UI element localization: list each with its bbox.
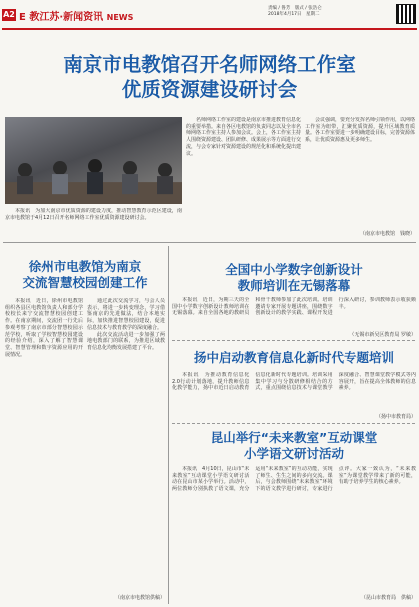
yangzhong-headline: 扬中启动教育信息化新时代专题培训 xyxy=(193,350,394,365)
page-header xyxy=(0,0,419,30)
lead-col-2 xyxy=(186,117,301,237)
yangzhong-body xyxy=(172,372,416,412)
lead-headline xyxy=(0,52,419,102)
column-divider xyxy=(168,246,169,604)
yangzhong-divider xyxy=(172,423,416,424)
lead-caption-text: 本报讯 为加大南京市优质资源的建设力度，推动智慧教育示范区建设，南京市电教馆于4月12日召开名师网络工作室优质资源建设研讨会。 xyxy=(5,208,182,221)
xuzhou-body-1: 本报讯 近日，徐州市电教馆组织各县区电教馆负责人和部分学校校长来宁交流智慧校园创建工作。在南京期间，交流团一行先后参观考察了南京市部分智慧校园示范学校，听取了学校智慧校园建设的经验介绍，深入了解了智慧课堂、智慧管理和数字资源应用的开展情况。 xyxy=(5,298,83,358)
brand-en: NEWS xyxy=(106,13,134,22)
meeting-photo xyxy=(5,117,182,204)
lead-col-2-text: 名师网络工作室的建设是南京市推进教育信息化的重要举措。来自各区电教馆的负责同志以及全市名师网络工作室主持人参加会议。会上，各工作室主持人围绕资源建设、团队研修、成果展示等方面进行交流，与会专家针对资源建设的规范化和系统化提出建议。 xyxy=(186,117,301,157)
kunshan-headline xyxy=(172,430,416,462)
wuxi-headline-line2: 教师培训在无锡落幕 xyxy=(237,278,351,293)
editor-line: 责编 / 鲁芳 版式 / 张浩仑 xyxy=(268,6,322,11)
date-line: 2018年4月17日 星期二 xyxy=(268,12,320,17)
header-rule xyxy=(2,28,417,30)
yangzhong-body-text: 本报讯 为推动教育信息化2.0行动计划落地，提升教师信息化教学能力，扬中市近日启动教育信息化新时代专题培训。培训采用集中学习与分散研修相结合的方式，重点围绕信息技术与课堂教学深度融合、智慧课堂教学模式等内容展开，旨在提高全体教师的信息素养。 xyxy=(172,372,416,392)
issue-meta xyxy=(268,6,398,18)
wuxi-body xyxy=(172,297,416,330)
xuzhou-headline-line1: 徐州市电教馆为南京 xyxy=(28,259,142,274)
lead-col-3 xyxy=(305,117,415,229)
page-number: A2 xyxy=(3,10,15,19)
xuzhou-col-1 xyxy=(5,298,83,603)
xuzhou-headline-line2: 交流智慧校园创建工作 xyxy=(22,275,148,290)
yangzhong-signature: （扬中市教育局） xyxy=(375,414,416,420)
wuxi-headline xyxy=(172,262,416,294)
brand-name: 教江苏· xyxy=(29,12,64,23)
brand-section: 新闻资讯 xyxy=(63,12,104,23)
masthead xyxy=(19,8,133,23)
lead-signature: （南京市电教馆 钱晓） xyxy=(359,231,415,237)
wuxi-body-text: 本报讯 近日，为期三天的全国中小学数字创新设计教师培训在无锡落幕。来自全国各地的教研员和骨干教师参加了此次培训。培训邀请专家开展专题讲座，围绕数字创新设计的教学实践、课程开发进行深入研讨，参训教师表示收获颇丰。 xyxy=(172,297,416,317)
people-silhouette-icon xyxy=(5,152,182,204)
wuxi-divider xyxy=(172,340,416,341)
wuxi-signature: （无锡市新吴区教育局 罗敏） xyxy=(349,332,416,338)
section-divider xyxy=(3,242,416,243)
xuzhou-body-2: 通过此次交流学习，与会人员表示，将进一步转变理念，学习借鉴南京的先进做法，结合本地实际，加快推进智慧校园建设，促进信息技术与教育教学的深度融合。 xyxy=(87,298,165,331)
xuzhou-body-3: 此次交流活动进一步加强了两地电教部门的联系，为推进区域教育信息化均衡发展搭建了平台。 xyxy=(87,331,165,351)
qr-code-icon xyxy=(396,4,416,24)
xuzhou-signature: （南京市电教馆供稿） xyxy=(114,595,165,601)
lead-headline-line2: 优质资源建设研讨会 xyxy=(121,78,298,101)
xuzhou-headline xyxy=(5,259,165,291)
kunshan-body-text: 本报讯 4月10日，昆山市“未来教室”互动课堂小学语文研讨活动在昆山市某小学举行。活动中，两位教师分别执教了语文课，充分运用“未来教室”的互动功能，实现了师生、生生之间的多向交流。课后，与会教师围绕“未来教室”环境下的语文教学进行研讨，专家进行点评。大家一致认为，“未来教室”为课堂教学带来了新的可能，有助于培养学生的核心素养。 xyxy=(172,466,416,493)
kunshan-headline-line2: 小学语文研讨活动 xyxy=(243,446,344,461)
kunshan-headline-line1: 昆山举行“未来教室”互动课堂 xyxy=(210,430,378,445)
brand-e: E xyxy=(19,12,26,23)
lead-caption xyxy=(5,208,182,238)
kunshan-body xyxy=(172,466,416,590)
kunshan-signature: （昆山市教育局 供稿） xyxy=(360,595,416,601)
lead-headline-line1: 南京市电教馆召开名师网络工作室 xyxy=(63,53,356,76)
lead-col-3-text: 会议强调，要充分发挥名师引领作用，以网络工作室为纽带，汇聚优质资源，提升区域教育质量。各工作室要进一步明确建设目标，完善资源体系，让优质资源惠及更多师生。 xyxy=(305,117,415,144)
xuzhou-col-2 xyxy=(87,298,165,593)
wuxi-headline-line1: 全国中小学数字创新设计 xyxy=(225,262,363,277)
